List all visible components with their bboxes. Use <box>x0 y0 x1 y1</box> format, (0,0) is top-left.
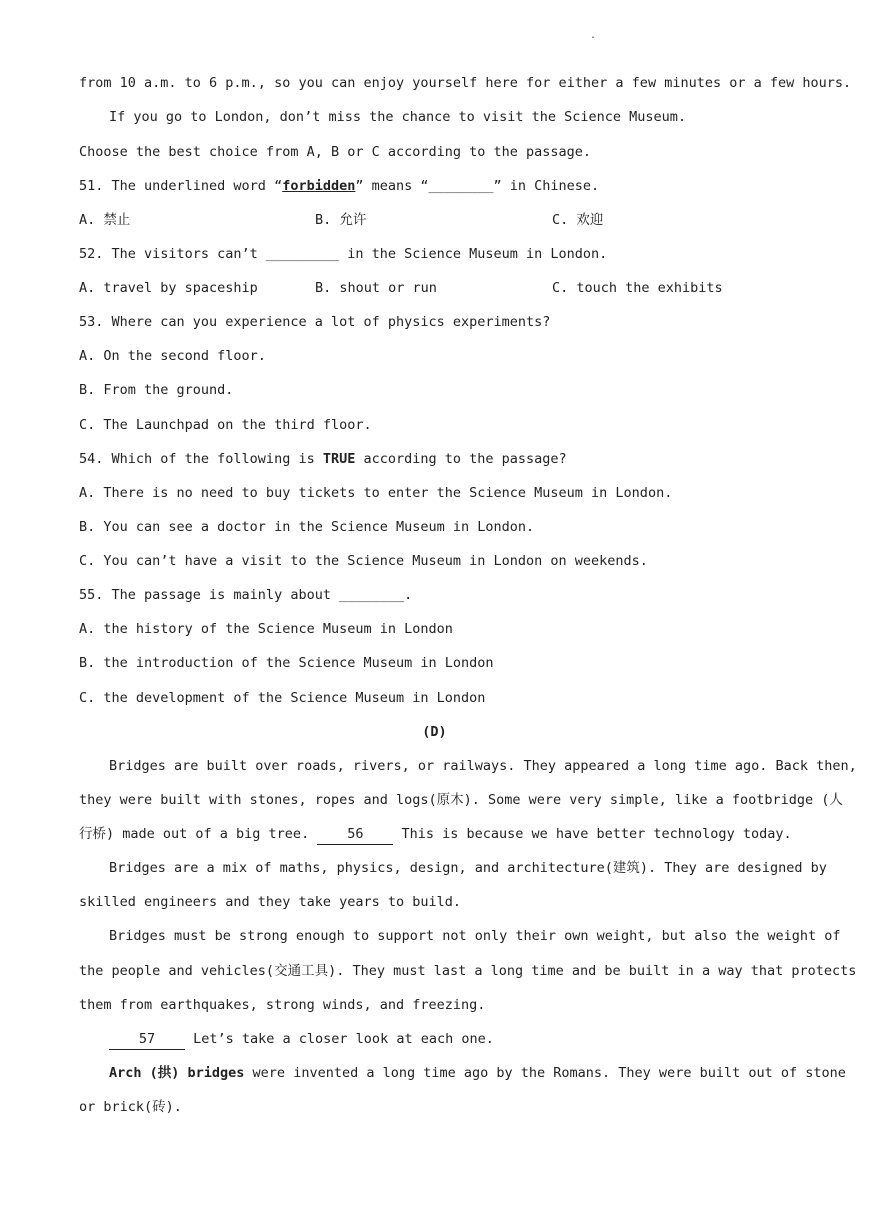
header-dot: . <box>590 30 597 41</box>
q51-option-a: A. 禁止 <box>79 212 131 228</box>
q54-bold-word: TRUE <box>322 451 356 467</box>
passage-line: from 10 a.m. to 6 p.m., so you can enjoy yourself here for either a few minutes or a few hours. <box>79 75 852 91</box>
q54-option-b: B. You can see a doctor in the Science Museum in London. <box>79 519 535 535</box>
q52-option-a: A. travel by spaceship <box>79 280 258 296</box>
paragraph-line <box>109 1063 846 1083</box>
paragraph-line: or brick(砖). <box>79 1099 182 1115</box>
question-51 <box>79 176 599 196</box>
q53-option-a: A. On the second floor. <box>79 348 266 364</box>
question-53: 53. Where can you experience a lot of physics experiments? <box>79 314 551 330</box>
paragraph-line: they were built with stones, ropes and logs(原木). Some were very simple, like a footbridge (人 <box>79 792 843 808</box>
q52-option-b: B. shout or run <box>315 280 437 296</box>
p1-l3-pre: 行桥) made out of a big tree. <box>79 826 318 842</box>
q51-prefix: 51. The underlined word “ <box>79 178 283 194</box>
question-52: 52. The visitors can’t _________ in the Science Museum in London. <box>79 246 608 262</box>
paragraph-line <box>109 1029 494 1050</box>
q54-option-c: C. You can’t have a visit to the Science Museum in London on weekends. <box>79 553 648 569</box>
paragraph-line <box>79 824 792 845</box>
question-54 <box>79 449 567 469</box>
paragraph-line: them from earthquakes, strong winds, and freezing. <box>79 997 486 1013</box>
q52-option-c: C. touch the exhibits <box>552 280 723 296</box>
underlined-word: forbidden <box>282 178 356 194</box>
p4-post: Let’s take a closer look at each one. <box>185 1031 494 1047</box>
q53-option-c: C. The Launchpad on the third floor. <box>79 417 372 433</box>
blank-56: 56 <box>317 824 393 845</box>
paragraph-line: Bridges are a mix of maths, physics, design, and architecture(建筑). They are designed by <box>109 860 827 876</box>
q54-option-a: A. There is no need to buy tickets to enter the Science Museum in London. <box>79 485 673 501</box>
paragraph-line: Bridges are built over roads, rivers, or railways. They appeared a long time ago. Back then, <box>109 758 857 774</box>
arch-bridges-term: Arch (拱) bridges <box>109 1065 245 1081</box>
p1-l3-post: This is because we have better technology today. <box>393 826 792 842</box>
q55-option-c: C. the development of the Science Museum in London <box>79 690 486 706</box>
q55-option-b: B. the introduction of the Science Museum in London <box>79 655 494 671</box>
paragraph-line: Bridges must be strong enough to support not only their own weight, but also the weight of <box>109 928 841 944</box>
paragraph-line: skilled engineers and they take years to build. <box>79 894 462 910</box>
q54-prefix: 54. Which of the following is <box>79 451 323 467</box>
q53-option-b: B. From the ground. <box>79 382 234 398</box>
paragraph-line: the people and vehicles(交通工具). They must last a long time and be built in a way that protects <box>79 963 857 979</box>
instruction: Choose the best choice from A, B or C according to the passage. <box>79 144 592 160</box>
section-title: (D) <box>422 724 447 740</box>
q51-option-b: B. 允许 <box>315 212 367 228</box>
q51-suffix: ” means “________” in Chinese. <box>355 178 600 194</box>
q55-option-a: A. the history of the Science Museum in London <box>79 621 453 637</box>
p5-l1-post: were invented a long time ago by the Romans. They were built out of stone <box>244 1065 846 1081</box>
question-55: 55. The passage is mainly about ________. <box>79 587 413 603</box>
q51-option-c: C. 欢迎 <box>552 212 604 228</box>
blank-57: 57 <box>109 1029 185 1050</box>
q54-suffix: according to the passage? <box>355 451 567 467</box>
passage-line: If you go to London, don’t miss the chance to visit the Science Museum. <box>109 109 687 125</box>
